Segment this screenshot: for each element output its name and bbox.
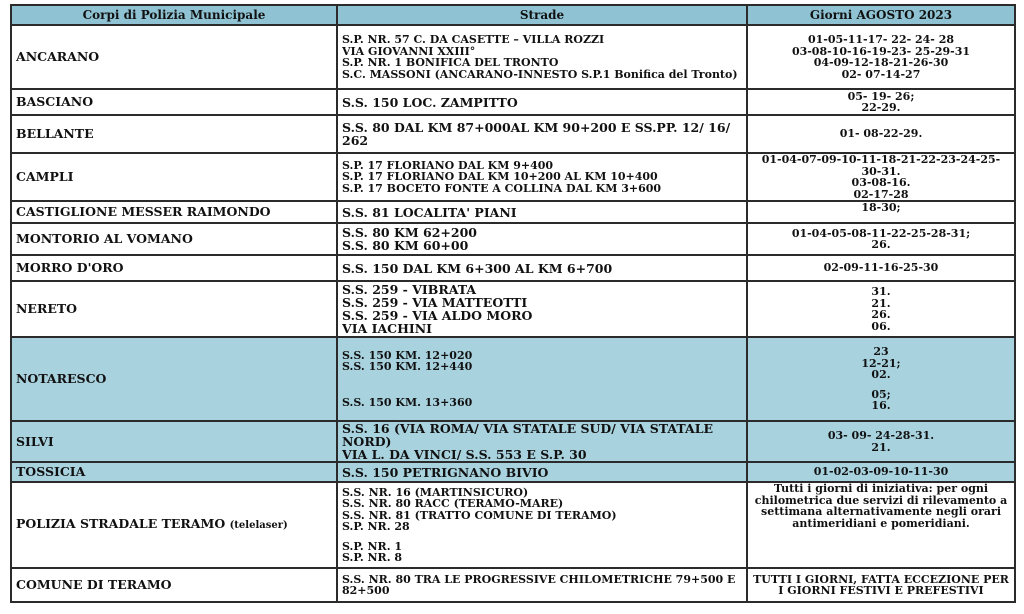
row-days xyxy=(747,482,1015,568)
road-line: S.S. 150 PETRIGNANO BIVIO xyxy=(342,464,549,480)
row-roads xyxy=(337,223,747,255)
row-name: NERETO xyxy=(11,281,337,337)
row-roads xyxy=(337,153,747,201)
day-line: 26. xyxy=(871,238,891,251)
road-line: S.P. 17 FLORIANO DAL KM 9+400 xyxy=(342,158,554,172)
road-line: S.S. 80 KM 62+200 xyxy=(342,225,477,240)
road-line: S.C. MASSONI (ANCARANO-INNESTO S.P.1 Bonifica del Tronto) xyxy=(342,67,738,81)
road-line: S.P. NR. 8 xyxy=(342,551,403,564)
row-name-note: (telelaser) xyxy=(229,520,288,531)
day-line: 23 xyxy=(873,345,889,359)
row-roads xyxy=(337,89,747,115)
day-line: 05; xyxy=(871,387,891,401)
table-row xyxy=(11,89,1015,115)
day-line: 31. xyxy=(871,285,891,298)
row-days xyxy=(747,281,1015,337)
row-days xyxy=(747,337,1015,421)
row-roads xyxy=(337,421,747,462)
table-row xyxy=(11,568,1015,602)
spacer xyxy=(342,373,742,397)
row-name: CAMPLI xyxy=(11,153,337,201)
row-roads xyxy=(337,462,747,482)
row-days xyxy=(747,421,1015,462)
day-line: 02-09-11-16-25-30 xyxy=(823,261,939,275)
row-days xyxy=(747,201,1015,223)
row-days xyxy=(747,89,1015,115)
day-line: 01- 08-22-29. xyxy=(839,127,923,141)
day-line: Tutti i giorni di iniziativa: per ogni chilometrica due servizi di rilevamento a settimana alternativamente negli orari antimeridiani e pomeridiani. xyxy=(754,482,1008,530)
row-days xyxy=(747,255,1015,281)
road-line: S.S. 150 KM. 13+360 xyxy=(342,395,473,409)
day-line: 16. xyxy=(871,399,891,413)
row-name: BELLANTE xyxy=(11,115,337,153)
table-row xyxy=(11,115,1015,153)
road-line: S.P. NR. 57 C. DA CASETTE – VILLA ROZZI xyxy=(342,33,605,46)
road-line: VIA GIOVANNI XXIII° xyxy=(342,44,476,58)
row-days xyxy=(747,568,1015,602)
table-row xyxy=(11,25,1015,89)
road-line: S.S. 259 - VIA ALDO MORO xyxy=(342,308,533,323)
day-line: 01-04-05-08-11-22-25-28-31; xyxy=(791,226,971,240)
row-name: MONTORIO AL VOMANO xyxy=(11,223,337,255)
row-roads xyxy=(337,281,747,337)
day-line: 04-09-12-18-21-26-30 xyxy=(813,56,949,69)
day-line: 30-31. xyxy=(861,164,901,178)
table-row xyxy=(11,482,1015,568)
day-line: 02. xyxy=(871,368,891,382)
row-days xyxy=(747,25,1015,89)
day-line: 22-29. xyxy=(861,101,901,114)
day-line: 21. xyxy=(871,296,891,310)
day-line: 06. xyxy=(871,319,891,333)
row-roads xyxy=(337,482,747,568)
spacer xyxy=(342,533,742,541)
day-line: 01-05-11-17- 22- 24- 28 xyxy=(807,33,955,46)
road-line: S.S. 150 KM. 12+020 xyxy=(342,348,473,362)
day-line: 26. xyxy=(871,308,891,321)
row-days xyxy=(747,115,1015,153)
header-municipal-police: Corpi di Polizia Municipale xyxy=(11,5,337,25)
row-days xyxy=(747,153,1015,201)
road-line: S.S. 259 - VIBRATA xyxy=(342,282,477,297)
road-line: S.S. 80 DAL KM 87+000AL KM 90+200 E SS.PP. 12/ 16/ 262 xyxy=(342,120,731,148)
speed-check-schedule xyxy=(10,4,1014,603)
day-line: 01-04-07-09-10-11-18-21-22-23-24-25- xyxy=(761,153,1001,166)
row-roads xyxy=(337,255,747,281)
road-line: S.P. NR. 1 xyxy=(342,539,403,553)
road-line: S.S. 80 KM 60+00 xyxy=(342,238,469,253)
road-line: S.P. 17 BOCETO FONTE A COLLINA DAL KM 3+600 xyxy=(342,181,662,195)
road-line: S.S. NR. 81 (TRATTO COMUNE DI TERAMO) xyxy=(342,508,617,522)
road-line: S.S. NR. 80 TRA LE PROGRESSIVE CHILOMETRICHE 79+500 E 82+500 xyxy=(342,572,736,597)
table-row xyxy=(11,421,1015,462)
road-line: S.S. 81 LOCALITA' PIANI xyxy=(342,204,517,220)
row-roads xyxy=(337,25,747,89)
day-line: 02- 07-14-27 xyxy=(841,67,921,81)
schedule-table xyxy=(10,4,1016,603)
header-row xyxy=(11,5,1015,25)
day-line: 18-30; xyxy=(861,201,901,214)
row-name: MORRO D'ORO xyxy=(11,255,337,281)
row-roads xyxy=(337,201,747,223)
road-line: S.S. NR. 80 RACC (TERAMO-MARE) xyxy=(342,497,564,510)
row-name: SILVI xyxy=(11,421,337,462)
road-line: S.S. NR. 16 (MARTINSICURO) xyxy=(342,485,529,499)
table-row xyxy=(11,281,1015,337)
header-days: Giorni AGOSTO 2023 xyxy=(747,5,1015,25)
row-name: COMUNE DI TERAMO xyxy=(11,568,337,602)
row-name: CASTIGLIONE MESSER RAIMONDO xyxy=(11,201,337,223)
day-line: 05- 19- 26; xyxy=(847,89,915,103)
day-line: 01-02-03-09-10-11-30 xyxy=(813,465,949,479)
row-name: ANCARANO xyxy=(11,25,337,89)
road-line: S.S. 150 DAL KM 6+300 AL KM 6+700 xyxy=(342,260,613,276)
row-name: NOTARESCO xyxy=(11,337,337,421)
day-line: 03-08-10-16-19-23- 25-29-31 xyxy=(791,44,971,58)
road-line: S.P. 17 FLORIANO DAL KM 10+200 AL KM 10+400 xyxy=(342,170,658,184)
table-row xyxy=(11,153,1015,201)
table-row xyxy=(11,201,1015,223)
road-line: S.S. 150 KM. 12+440 xyxy=(342,360,473,374)
road-line: S.P. NR. 28 xyxy=(342,520,410,533)
table-row xyxy=(11,337,1015,421)
road-line: S.S. 16 (VIA ROMA/ VIA STATALE SUD/ VIA STATALE NORD) xyxy=(342,421,714,449)
row-name xyxy=(11,482,337,568)
row-name-text: POLIZIA STRADALE TERAMO xyxy=(16,516,226,531)
day-line: 03-08-16. xyxy=(851,176,911,189)
road-line: S.P. NR. 1 BONIFICA DEL TRONTO xyxy=(342,56,559,69)
row-days xyxy=(747,223,1015,255)
row-days xyxy=(747,462,1015,482)
day-line: TUTTI I GIORNI, FATTA ECCEZIONE PER I GIORNI FESTIVI E PREFESTIVI xyxy=(753,572,1009,597)
day-line: 21. xyxy=(871,440,891,454)
row-roads xyxy=(337,337,747,421)
row-name: BASCIANO xyxy=(11,89,337,115)
day-line: 02-17-28 xyxy=(853,187,909,201)
road-line: VIA L. DA VINCI/ S.S. 553 E S.P. 30 xyxy=(342,447,587,462)
table-row xyxy=(11,255,1015,281)
header-roads: Strade xyxy=(337,5,747,25)
day-line: 12-21; xyxy=(861,356,901,370)
day-line: 03- 09- 24-28-31. xyxy=(827,429,935,442)
road-line: S.S. 150 LOC. ZAMPITTO xyxy=(342,94,518,110)
row-roads xyxy=(337,568,747,602)
table-row xyxy=(11,462,1015,482)
row-roads xyxy=(337,115,747,153)
table-row xyxy=(11,223,1015,255)
row-name: TOSSICIA xyxy=(11,462,337,482)
road-line: S.S. 259 - VIA MATTEOTTI xyxy=(342,295,528,310)
road-line: VIA IACHINI xyxy=(342,321,433,336)
